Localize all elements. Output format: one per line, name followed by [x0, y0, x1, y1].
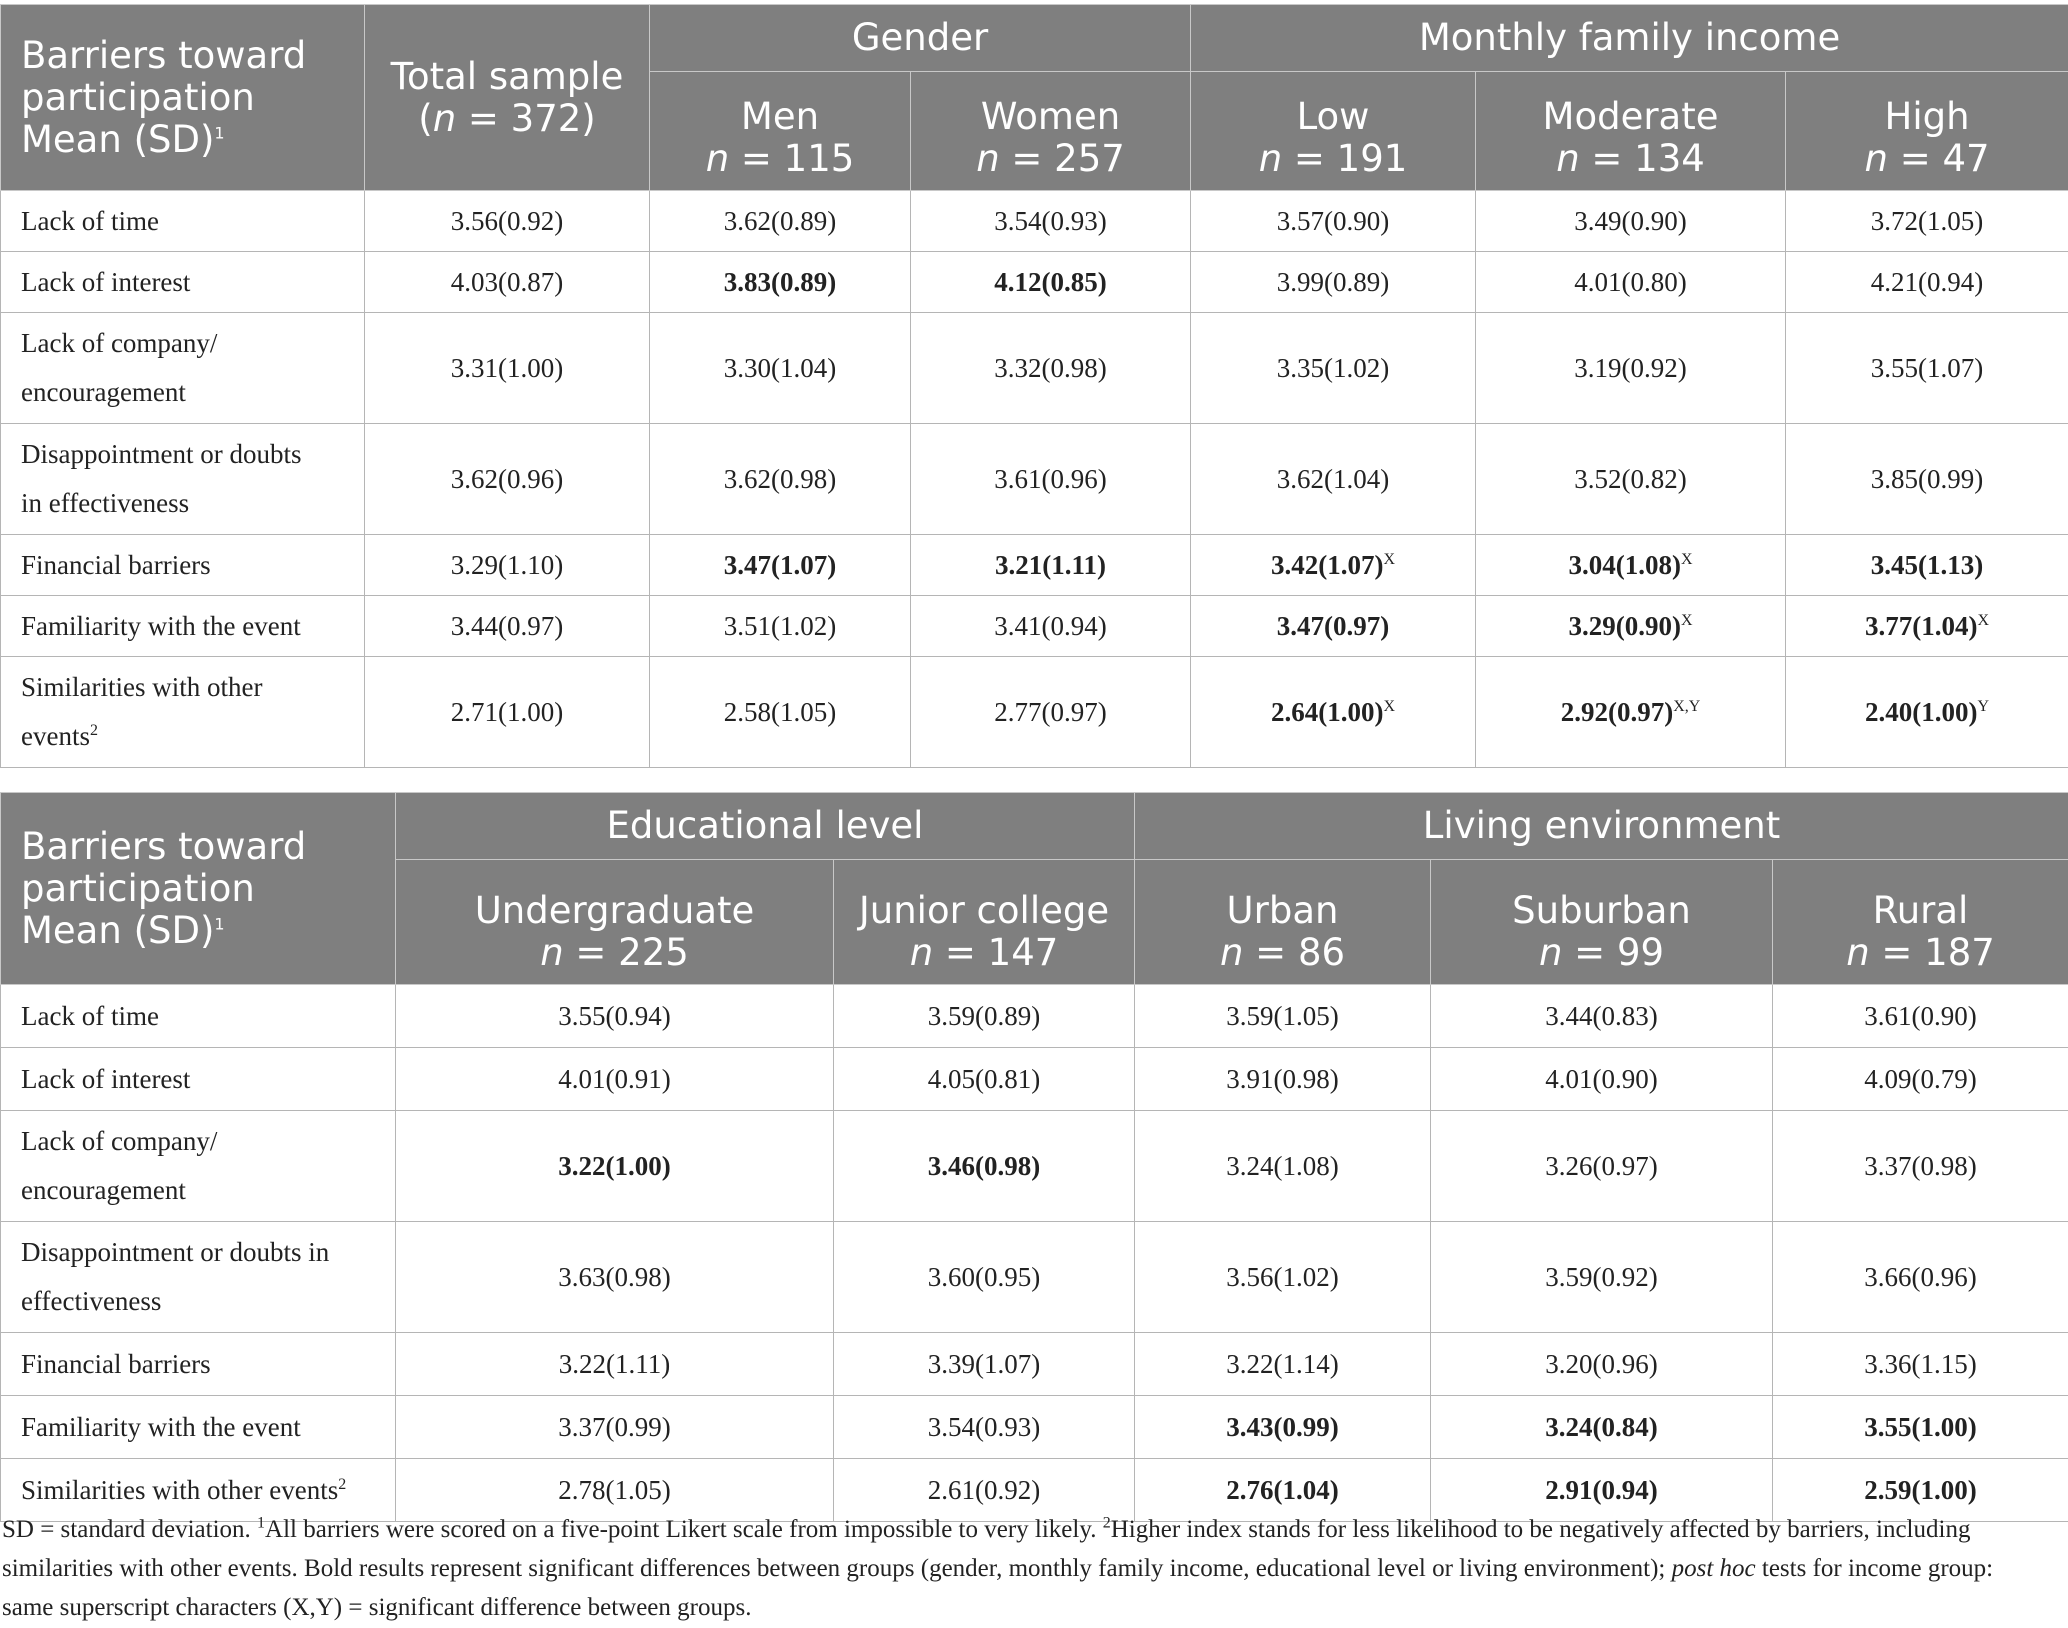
cell-high: 3.45(1.13): [1786, 535, 2068, 596]
cell-high: $3.77(1.04)^X$: [1786, 596, 2068, 657]
cell-women: 3.21(1.11): [911, 535, 1191, 596]
header-low: Low n = 191: [1191, 72, 1476, 191]
table-row: [1, 657, 2068, 768]
cell-suburban: 3.59(0.92): [1431, 1222, 1773, 1333]
cell-total: 3.44(0.97): [365, 596, 650, 657]
header-suburban: Suburban n = 99: [1431, 860, 1773, 985]
table-row: [1, 1222, 2068, 1333]
cell-moderate: 4.01(0.80): [1476, 252, 1786, 313]
cell-rural: 3.66(0.96): [1773, 1222, 2068, 1333]
row-label: Financial barriers: [1, 1333, 396, 1396]
header-living: Living environment: [1135, 793, 2068, 860]
cell-high: 4.21(0.94): [1786, 252, 2068, 313]
cell-rural: 3.61(0.90): [1773, 985, 2068, 1048]
header-income: Monthly family income: [1191, 5, 2068, 72]
cell-high: 3.55(1.07): [1786, 313, 2068, 424]
header-total-sample: Total sample (n = 372): [365, 5, 650, 191]
cell-men: 3.47(1.07): [650, 535, 911, 596]
cell-rural: 3.55(1.00): [1773, 1396, 2068, 1459]
table-row: [1, 535, 2068, 596]
cell-men: 3.83(0.89): [650, 252, 911, 313]
table-row: [1, 1048, 2068, 1111]
cell-urban: 3.56(1.02): [1135, 1222, 1431, 1333]
cell-undergraduate: 3.63(0.98): [396, 1222, 834, 1333]
cell-undergraduate: 3.55(0.94): [396, 985, 834, 1048]
cell-moderate: $3.04(1.08)^X$: [1476, 535, 1786, 596]
cell-rural: 3.37(0.98): [1773, 1111, 2068, 1222]
row-label: Similarities with other events$^2$: [1, 657, 365, 768]
cell-junior-college: 3.39(1.07): [834, 1333, 1135, 1396]
cell-moderate: 3.52(0.82): [1476, 424, 1786, 535]
table-row: [1, 596, 2068, 657]
cell-junior-college: 2.61(0.92): [834, 1459, 1135, 1522]
header-urban: Urban n = 86: [1135, 860, 1431, 985]
row-label: Lack of interest: [1, 1048, 396, 1111]
cell-low: 3.99(0.89): [1191, 252, 1476, 313]
cell-total: 2.71(1.00): [365, 657, 650, 768]
cell-high: 3.72(1.05): [1786, 191, 2068, 252]
row-label: Lack of company/ encouragement: [1, 313, 365, 424]
cell-women: 3.61(0.96): [911, 424, 1191, 535]
cell-men: 3.62(0.98): [650, 424, 911, 535]
cell-moderate: 3.19(0.92): [1476, 313, 1786, 424]
cell-low: $2.64(1.00)^X$: [1191, 657, 1476, 768]
header-women: Women n = 257: [911, 72, 1191, 191]
cell-women: 4.12(0.85): [911, 252, 1191, 313]
cell-women: 3.32(0.98): [911, 313, 1191, 424]
cell-rural: 2.59(1.00): [1773, 1459, 2068, 1522]
cell-low: 3.47(0.97): [1191, 596, 1476, 657]
cell-total: 3.56(0.92): [365, 191, 650, 252]
cell-suburban: 2.91(0.94): [1431, 1459, 1773, 1522]
table-row: [1, 1333, 2068, 1396]
cell-men: 2.58(1.05): [650, 657, 911, 768]
cell-junior-college: 3.54(0.93): [834, 1396, 1135, 1459]
cell-urban: 3.24(1.08): [1135, 1111, 1431, 1222]
cell-high: 3.85(0.99): [1786, 424, 2068, 535]
header-barriers: Barriers toward participation Mean (SD)$^1$: [1, 5, 365, 191]
cell-urban: 3.59(1.05): [1135, 985, 1431, 1048]
cell-urban: 2.76(1.04): [1135, 1459, 1431, 1522]
header-high: High n = 47: [1786, 72, 2068, 191]
cell-suburban: 4.01(0.90): [1431, 1048, 1773, 1111]
table-row: [1, 985, 2068, 1048]
table-footnote: SD = standard deviation. $^1$All barriers were scored on a five-point Likert scale from impossible to very likely. $^2$Higher index stands for less likelihood to be negatively affected by barriers, including similarities with other events. Bold results represent significant differences between groups (gender, monthly family income, educational level or living environment); post hoc tests for income group: same superscript characters (X,Y) = significant difference between groups.: [2, 1514, 1994, 1621]
row-label: Familiarity with the event: [1, 1396, 396, 1459]
cell-undergraduate: 3.22(1.00): [396, 1111, 834, 1222]
cell-urban: 3.91(0.98): [1135, 1048, 1431, 1111]
row-label: Lack of time: [1, 985, 396, 1048]
cell-low: $3.42(1.07)^X$: [1191, 535, 1476, 596]
table-row: [1, 1396, 2068, 1459]
cell-women: 2.77(0.97): [911, 657, 1191, 768]
cell-men: 3.30(1.04): [650, 313, 911, 424]
cell-urban: 3.43(0.99): [1135, 1396, 1431, 1459]
header-rural: Rural n = 187: [1773, 860, 2068, 985]
cell-suburban: 3.24(0.84): [1431, 1396, 1773, 1459]
header-gender: Gender: [650, 5, 1191, 72]
table-row: [1, 1111, 2068, 1222]
cell-total: 3.62(0.96): [365, 424, 650, 535]
row-label: Disappointment or doubts in effectiveness: [1, 1222, 396, 1333]
total-n: (n = 372): [418, 96, 596, 140]
row-label: Familiarity with the event: [1, 596, 365, 657]
cell-undergraduate: 3.22(1.11): [396, 1333, 834, 1396]
row-label: Similarities with other events$^2$: [1, 1459, 396, 1522]
table-gender-income: [0, 4, 2068, 768]
cell-suburban: 3.26(0.97): [1431, 1111, 1773, 1222]
cell-suburban: 3.20(0.96): [1431, 1333, 1773, 1396]
cell-rural: 3.36(1.15): [1773, 1333, 2068, 1396]
cell-urban: 3.22(1.14): [1135, 1333, 1431, 1396]
header-junior-college: Junior college n = 147: [834, 860, 1135, 985]
cell-undergraduate: 3.37(0.99): [396, 1396, 834, 1459]
cell-suburban: 3.44(0.83): [1431, 985, 1773, 1048]
cell-junior-college: 3.59(0.89): [834, 985, 1135, 1048]
cell-moderate: 3.49(0.90): [1476, 191, 1786, 252]
cell-total: 3.29(1.10): [365, 535, 650, 596]
cell-low: 3.62(1.04): [1191, 424, 1476, 535]
table-row: [1, 191, 2068, 252]
table-row: [1, 313, 2068, 424]
table-row: [1, 252, 2068, 313]
cell-undergraduate: 4.01(0.91): [396, 1048, 834, 1111]
cell-men: 3.62(0.89): [650, 191, 911, 252]
cell-total: 3.31(1.00): [365, 313, 650, 424]
table-row: [1, 424, 2068, 535]
cell-high: $2.40(1.00)^Y$: [1786, 657, 2068, 768]
cell-undergraduate: 2.78(1.05): [396, 1459, 834, 1522]
header-education: Educational level: [396, 793, 1135, 860]
cell-junior-college: 3.46(0.98): [834, 1111, 1135, 1222]
cell-rural: 4.09(0.79): [1773, 1048, 2068, 1111]
row-label: Lack of company/ encouragement: [1, 1111, 396, 1222]
header-men: Men n = 115: [650, 72, 911, 191]
header-moderate: Moderate n = 134: [1476, 72, 1786, 191]
cell-total: 4.03(0.87): [365, 252, 650, 313]
row-label: Lack of interest: [1, 252, 365, 313]
cell-junior-college: 3.60(0.95): [834, 1222, 1135, 1333]
cell-junior-college: 4.05(0.81): [834, 1048, 1135, 1111]
cell-men: 3.51(1.02): [650, 596, 911, 657]
cell-moderate: $2.92(0.97)^{X,Y}$: [1476, 657, 1786, 768]
cell-women: 3.54(0.93): [911, 191, 1191, 252]
row-label: Disappointment or doubts in effectiveness: [1, 424, 365, 535]
header-undergraduate: Undergraduate n = 225: [396, 860, 834, 985]
header-barriers: Barriers toward participation Mean (SD)$^1$: [1, 793, 396, 985]
cell-women: 3.41(0.94): [911, 596, 1191, 657]
row-label: Lack of time: [1, 191, 365, 252]
cell-low: 3.35(1.02): [1191, 313, 1476, 424]
cell-low: 3.57(0.90): [1191, 191, 1476, 252]
row-label: Financial barriers: [1, 535, 365, 596]
cell-moderate: $3.29(0.90)^X$: [1476, 596, 1786, 657]
table-education-living: [0, 792, 2068, 1522]
